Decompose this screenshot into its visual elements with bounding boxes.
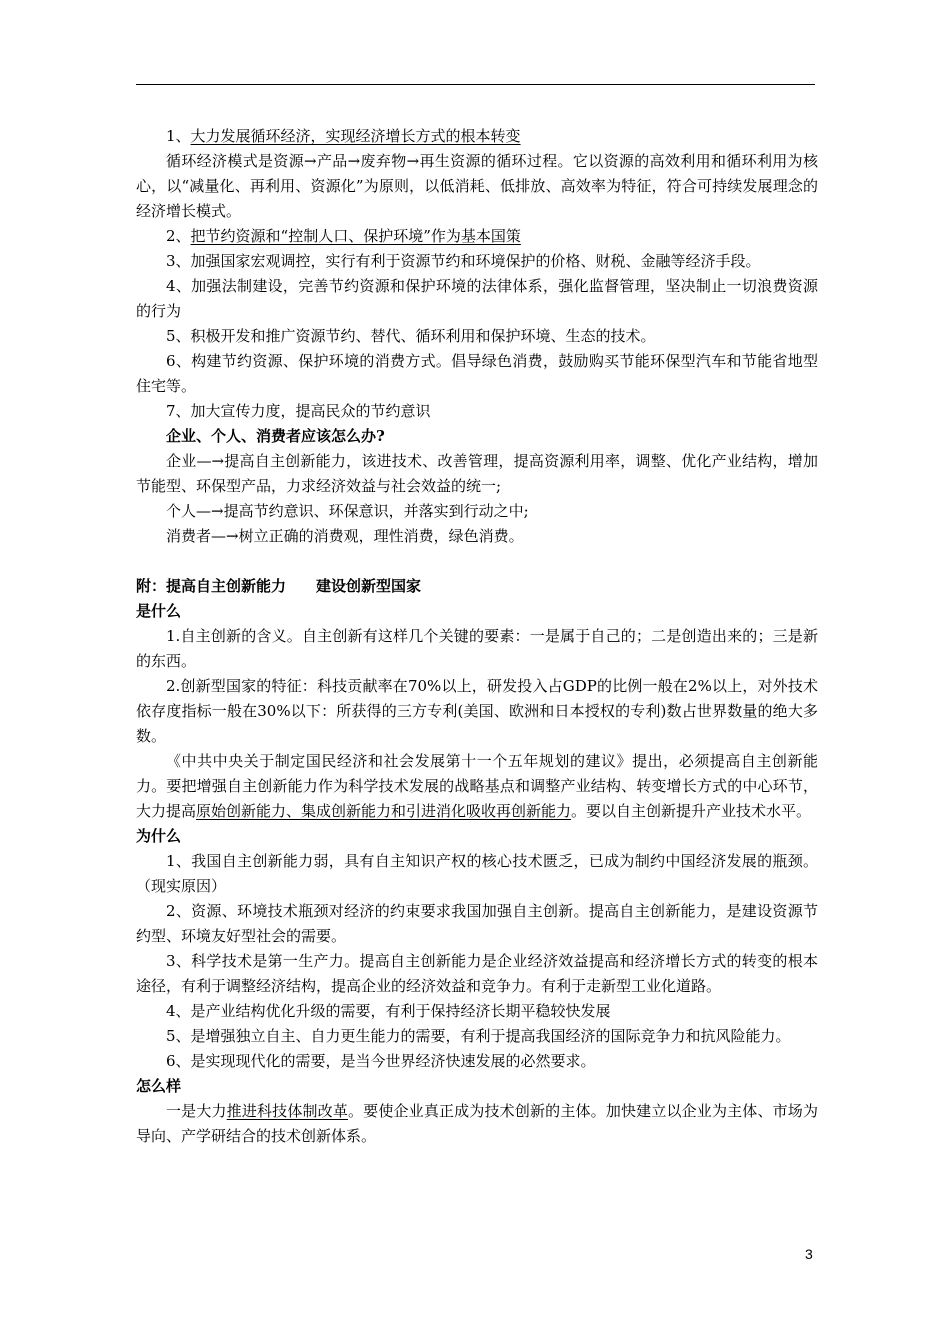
item-2-title: 把节约资源和“控制人口、保护环境”作为基本国策	[190, 227, 521, 245]
why-paragraph-6: 6、是实现现代化的需要，是当今世界经济快速发展的必然要求。	[166, 1052, 596, 1070]
item-1: 1、大力发展循环经济，实现经济增长方式的根本转变	[166, 127, 521, 145]
document-body	[136, 124, 818, 1149]
item-7: 7、加大宣传力度，提高民众的节约意识	[166, 402, 431, 420]
what-paragraph-1: 1.自主创新的含义。自主创新有这样几个关键的要素：一是属于自己的；二是创造出来的；三是新的东西。	[136, 627, 818, 670]
individual-paragraph: 个人—→提高节约意识、环保意识，并落实到行动之中;	[166, 502, 529, 520]
why-paragraph-5: 5、是增强独立自主、自力更生能力的需要，有利于提高我国经济的国际竞争力和抗风险能力。	[166, 1027, 791, 1045]
innovation-capabilities: 原始创新能力、集成创新能力和引进消化吸收再创新能力	[196, 802, 572, 820]
question-heading: 企业、个人、消费者应该怎么办?	[166, 427, 385, 445]
item-1-body: 循环经济模式是资源→产品→废弃物→再生资源的循环过程。它以资源的高效利用和循环利用为核心，以“减量化、再利用、资源化”为原则，以低消耗、低排放、高效率为特征，符合可持续发展理念的经济增长模式。	[136, 152, 818, 220]
section-gap	[136, 549, 818, 574]
consumer-paragraph: 消费者—→树立正确的消费观，理性消费，绿色消费。	[166, 527, 524, 545]
why-paragraph-1: 1、我国自主创新能力弱，具有自主知识产权的核心技术匮乏，已成为制约中国经济发展的瓶颈。（现实原因）	[136, 852, 818, 895]
how-paragraph-1: 一是大力推进科技体制改革。要使企业真正成为技术创新的主体。加快建立以企业为主体、市场为导向、产学研结合的技术创新体系。	[136, 1102, 818, 1145]
appendix-title: 附：提高自主创新能力 建设创新型国家	[136, 577, 422, 595]
what-paragraph-2: 2.创新型国家的特征：科技贡献率在70%以上，研发投入占GDP的比例一般在2%以上，对外技术依存度指标一般在30%以下：所获得的三方专利(美国、欧洲和日本授权的专利)数占世界数量的绝大多数。	[136, 677, 818, 745]
enterprise-paragraph: 企业—→提高自主创新能力，该进技术、改善管理，提高资源利用率，调整、优化产业结构，增加节能型、环保型产品，力求经济效益与社会效益的统一;	[136, 452, 818, 495]
tech-reform: 推进科技体制改革	[226, 1102, 348, 1120]
header-rule	[136, 84, 815, 85]
why-paragraph-2: 2、资源、环境技术瓶颈对经济的约束要求我国加强自主创新。提高自主创新能力，是建设资源节约型、环境友好型社会的需要。	[136, 902, 818, 945]
item-4: 4、加强法制建设，完善节约资源和保护环境的法律体系，强化监督管理，坚决制止一切浪费资源的行为	[136, 277, 818, 320]
what-heading: 是什么	[136, 602, 182, 620]
why-paragraph-4: 4、是产业结构优化升级的需要，有利于保持经济长期平稳较快发展	[166, 1002, 611, 1020]
item-1-title: 大力发展循环经济，实现经济增长方式的根本转变	[190, 127, 521, 145]
why-paragraph-3: 3、科学技术是第一生产力。提高自主创新能力是企业经济效益提高和经济增长方式的转变的根本途径，有利于调整经济结构，提高企业的经济效益和竞争力。有利于走新型工业化道路。	[136, 952, 818, 995]
item-3: 3、加强国家宏观调控，实行有利于资源节约和环境保护的价格、财税、金融等经济手段。	[166, 252, 761, 270]
page-number: 3	[805, 1246, 813, 1262]
item-6: 6、构建节约资源、保护环境的消费方式。倡导绿色消费，鼓励购买节能环保型汽车和节能省地型住宅等。	[136, 352, 818, 395]
how-heading: 怎么样	[136, 1077, 182, 1095]
what-paragraph-3: 《中共中央关于制定国民经济和社会发展第十一个五年规划的建议》提出，必须提高自主创新能力。要把增强自主创新能力作为科学技术发展的战略基点和调整产业结构、转变增长方式的中心环节，大力提高原始创新能力、集成创新能力和引进消化吸收再创新能力。要以自主创新提升产业技术水平。	[136, 752, 818, 820]
item-5: 5、积极开发和推广资源节约、替代、循环利用和保护环境、生态的技术。	[166, 327, 656, 345]
item-2: 2、把节约资源和“控制人口、保护环境”作为基本国策	[166, 227, 521, 245]
why-heading: 为什么	[136, 827, 182, 845]
